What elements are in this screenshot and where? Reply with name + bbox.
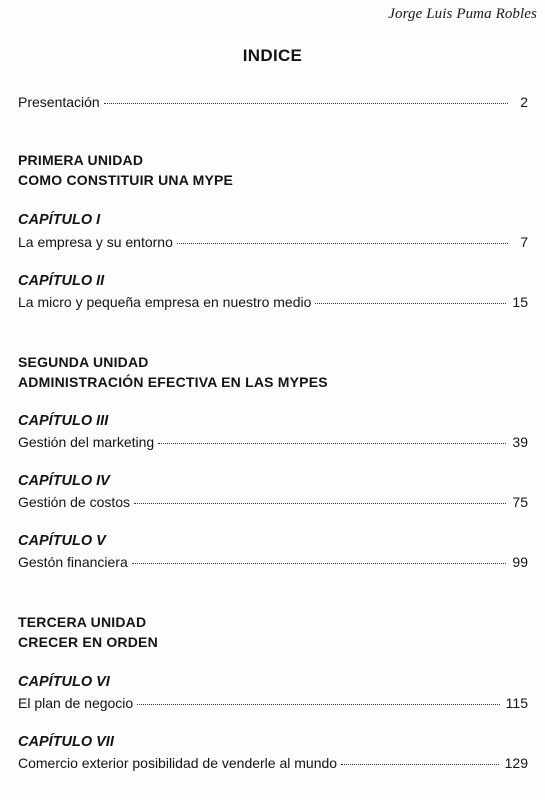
toc-entry-chapter-2[interactable] — [18, 293, 528, 311]
toc-entry-label: La empresa y su entorno — [18, 234, 173, 250]
toc-entry-chapter-4[interactable] — [18, 493, 528, 511]
unit-title: COMO CONSTITUIR UNA MYPE — [18, 172, 234, 188]
toc-entry-label: Gestión de costos — [18, 494, 131, 510]
toc-entry-label: El plan de negocio — [18, 695, 134, 711]
chapter-heading: CAPÍTULO VI — [18, 674, 110, 690]
dot-leader — [132, 563, 507, 564]
dot-leader — [315, 303, 506, 304]
toc-entry-chapter-6[interactable] — [18, 694, 528, 712]
dot-leader — [104, 103, 508, 104]
author-header: Jorge Luis Puma Robles — [388, 6, 537, 22]
toc-entry-label: Gestión del marketing — [18, 434, 155, 450]
toc-page-number: 99 — [512, 554, 528, 570]
toc-entry-label: Presentación — [18, 94, 100, 110]
toc-page-number: 115 — [505, 695, 528, 711]
chapter-heading: CAPÍTULO IV — [18, 473, 110, 489]
toc-entry-label: Gestón financiera — [18, 554, 128, 570]
unit-heading-1 — [18, 150, 233, 190]
dot-leader — [341, 764, 499, 765]
toc-entry-label: Comercio exterior posibilidad de venderle al mundo — [18, 755, 338, 771]
chapter-heading: CAPÍTULO II — [18, 273, 105, 289]
dot-leader — [134, 503, 506, 504]
unit-number: SEGUNDA UNIDAD — [18, 354, 149, 370]
toc-entry-presentation[interactable] — [18, 93, 528, 111]
toc-entry-chapter-1[interactable] — [18, 233, 528, 251]
toc-page-number: 2 — [520, 94, 528, 110]
unit-title: CRECER EN ORDEN — [18, 634, 158, 650]
toc-page-number: 75 — [512, 494, 528, 510]
unit-heading-3 — [18, 612, 158, 652]
chapter-heading: CAPÍTULO V — [18, 533, 106, 549]
unit-number: PRIMERA UNIDAD — [18, 152, 144, 168]
chapter-heading: CAPÍTULO III — [18, 413, 109, 429]
unit-title: ADMINISTRACIÓN EFECTIVA EN LAS MYPES — [18, 374, 328, 390]
unit-heading-2 — [18, 352, 328, 392]
dot-leader — [177, 243, 508, 244]
toc-entry-label: La micro y pequeña empresa en nuestro medio — [18, 294, 312, 310]
dot-leader — [137, 704, 499, 705]
toc-entry-chapter-3[interactable] — [18, 433, 528, 451]
toc-entry-chapter-5[interactable] — [18, 553, 528, 571]
toc-page-number: 129 — [504, 755, 528, 771]
unit-number: TERCERA UNIDAD — [18, 614, 147, 630]
page-title: INDICE — [242, 46, 303, 65]
dot-leader — [158, 443, 506, 444]
chapter-heading: CAPÍTULO VII — [18, 734, 114, 750]
chapter-heading: CAPÍTULO I — [18, 212, 101, 228]
toc-page-number: 7 — [520, 234, 528, 250]
toc-page-number: 39 — [512, 434, 528, 450]
toc-entry-chapter-7[interactable] — [18, 754, 528, 772]
toc-page-number: 15 — [512, 294, 528, 310]
